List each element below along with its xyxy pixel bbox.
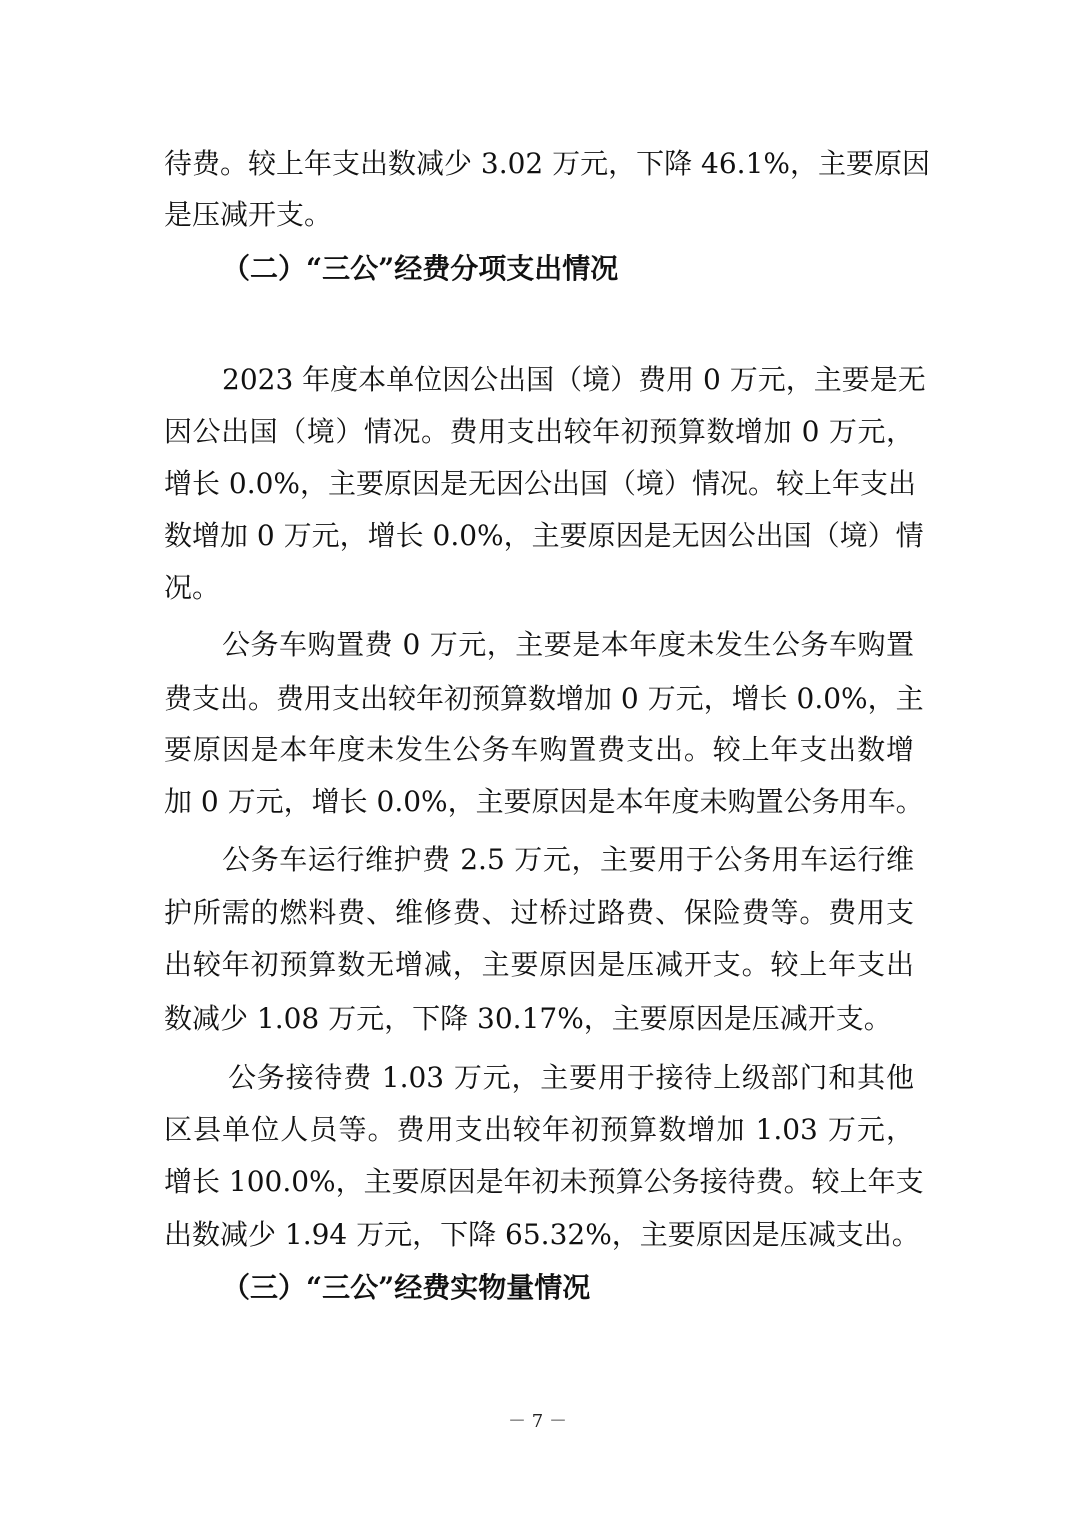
paragraph-first-line: 公务接待费 1.03 万元，主要用于接待上级部门和其他 [228,1061,914,1094]
body-text-line: 数减少 1.08 万元，下降 30.17%，主要原因是压减开支。 [164,1002,892,1035]
paragraph-first-line: 公务车购置费 0 万元，主要是本年度未发生公务车购置 [222,628,914,661]
body-text-line: 待费。较上年支出数减少 3.02 万元，下降 46.1%，主要原因 [164,147,930,180]
body-text-line: 护所需的燃料费、维修费、过桥过路费、保险费等。费用支 [164,896,914,929]
body-text-line: 费支出。费用支出较年初预算数增加 0 万元，增长 0.0%，主 [164,682,924,715]
body-text-line: 增长 0.0%，主要原因是无因公出国（境）情况。较上年支出 [164,467,917,500]
body-text-line: 况。 [164,571,221,604]
section-heading: （二）“三公”经费分项支出情况 [222,252,619,285]
body-text-line: 是压减开支。 [164,198,333,231]
body-text-line: 出数减少 1.94 万元，下降 65.32%，主要原因是压减支出。 [164,1218,920,1251]
paragraph-first-line: 公务车运行维护费 2.5 万元，主要用于公务用车运行维 [222,843,914,876]
body-text-line: 增长 100.0%，主要原因是年初未预算公务接待费。较上年支 [164,1165,924,1198]
body-text-line: 数增加 0 万元，增长 0.0%，主要原因是无因公出国（境）情 [164,519,924,552]
body-text-line: 出较年初预算数无增减，主要原因是压减开支。较上年支出 [164,948,914,981]
section-heading: （三）“三公”经费实物量情况 [222,1271,591,1304]
body-text-line: 因公出国（境）情况。费用支出较年初预算数增加 0 万元， [164,415,914,448]
page-number: － 7 － [508,1411,567,1432]
body-text-line: 加 0 万元，增长 0.0%，主要原因是本年度未购置公务用车。 [164,785,924,818]
body-text-line: 要原因是本年度未发生公务车购置费支出。较上年支出数增 [164,733,914,766]
paragraph-first-line: 2023 年度本单位因公出国（境）费用 0 万元，主要是无 [222,363,926,396]
body-text-line: 区县单位人员等。费用支出较年初预算数增加 1.03 万元， [164,1113,914,1146]
